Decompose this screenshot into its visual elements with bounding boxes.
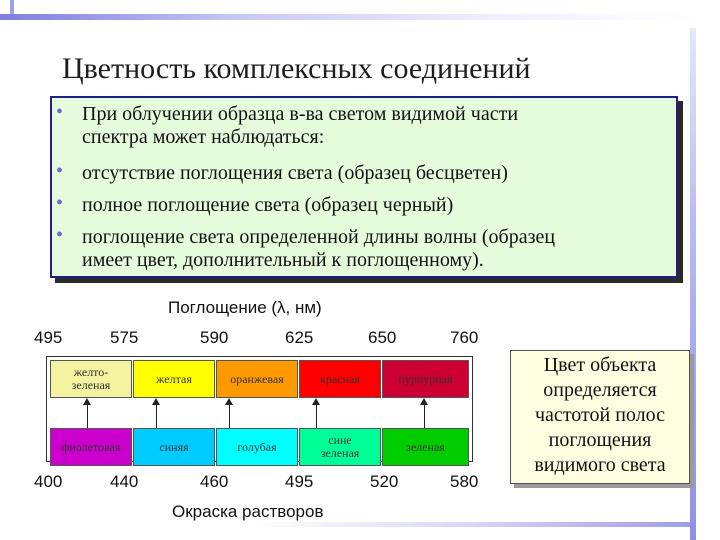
absorption-band-yellow-green: желто- зеленая — [50, 360, 132, 398]
absorption-label: Поглощение (λ, нм) — [168, 298, 322, 317]
bullet-4-line-2: имеет цвет, дополнительный к поглощенному). — [82, 249, 484, 271]
side-note-line: Цвет объекта — [543, 354, 657, 376]
solution-band-blue-green: сине зеленая — [299, 428, 381, 466]
bullet-2-line-1: отсутствие поглощения света (образец бесцветен) — [82, 162, 508, 184]
bullet-marker: • — [56, 101, 64, 123]
absorption-tick: 650 — [368, 328, 397, 347]
absorption-tick: 625 — [285, 328, 314, 347]
top-accent-bar — [0, 14, 700, 20]
bullet-marker: • — [56, 224, 64, 246]
absorption-tick: 495 — [34, 328, 63, 347]
absorption-tick: 760 — [450, 328, 479, 347]
solution-tick: 495 — [285, 472, 314, 491]
solution-label: Окраска растворов — [172, 502, 324, 521]
solution-band-light-blue: голубая — [216, 428, 298, 466]
side-note-line: определяется — [543, 379, 657, 401]
slide-title: Цветность комплексных соединений — [62, 52, 531, 85]
solution-tick: 440 — [110, 472, 139, 491]
absorption-band-yellow: желтая — [133, 360, 215, 398]
bottom-accent-bar — [250, 522, 690, 527]
right-accent-bar — [690, 28, 696, 540]
absorption-band-purple: пурпурная — [382, 360, 469, 398]
bullet-1-line-2: спектра может наблюдаться: — [82, 126, 325, 148]
bullet-marker: • — [56, 160, 64, 182]
bullet-3-line-1: полное поглощение света (образец черный) — [82, 194, 454, 216]
solution-band-green: зеленая — [382, 428, 469, 466]
absorption-band-red: красная — [299, 360, 381, 398]
side-note-line: поглощения — [548, 429, 652, 451]
absorption-tick: 590 — [200, 328, 229, 347]
side-note-box — [510, 350, 690, 484]
solution-tick: 520 — [370, 472, 399, 491]
solution-band-blue: синяя — [133, 428, 215, 466]
absorption-band-orange: оранжевая — [216, 360, 298, 398]
solution-band-violet: фиолетовая — [50, 428, 132, 466]
absorption-tick: 575 — [110, 328, 139, 347]
bullet-1-line-1: При облучении образца в-ва светом видимой части — [82, 103, 519, 125]
solution-tick: 400 — [34, 472, 63, 491]
bullet-marker: • — [56, 192, 64, 214]
solution-tick: 460 — [200, 472, 229, 491]
solution-tick: 580 — [450, 472, 479, 491]
side-note-line: частотой полос — [535, 404, 665, 426]
side-note-line: видимого света — [534, 454, 666, 476]
bullet-4-line-1: поглощение света определенной длины волны (образец — [82, 226, 556, 248]
